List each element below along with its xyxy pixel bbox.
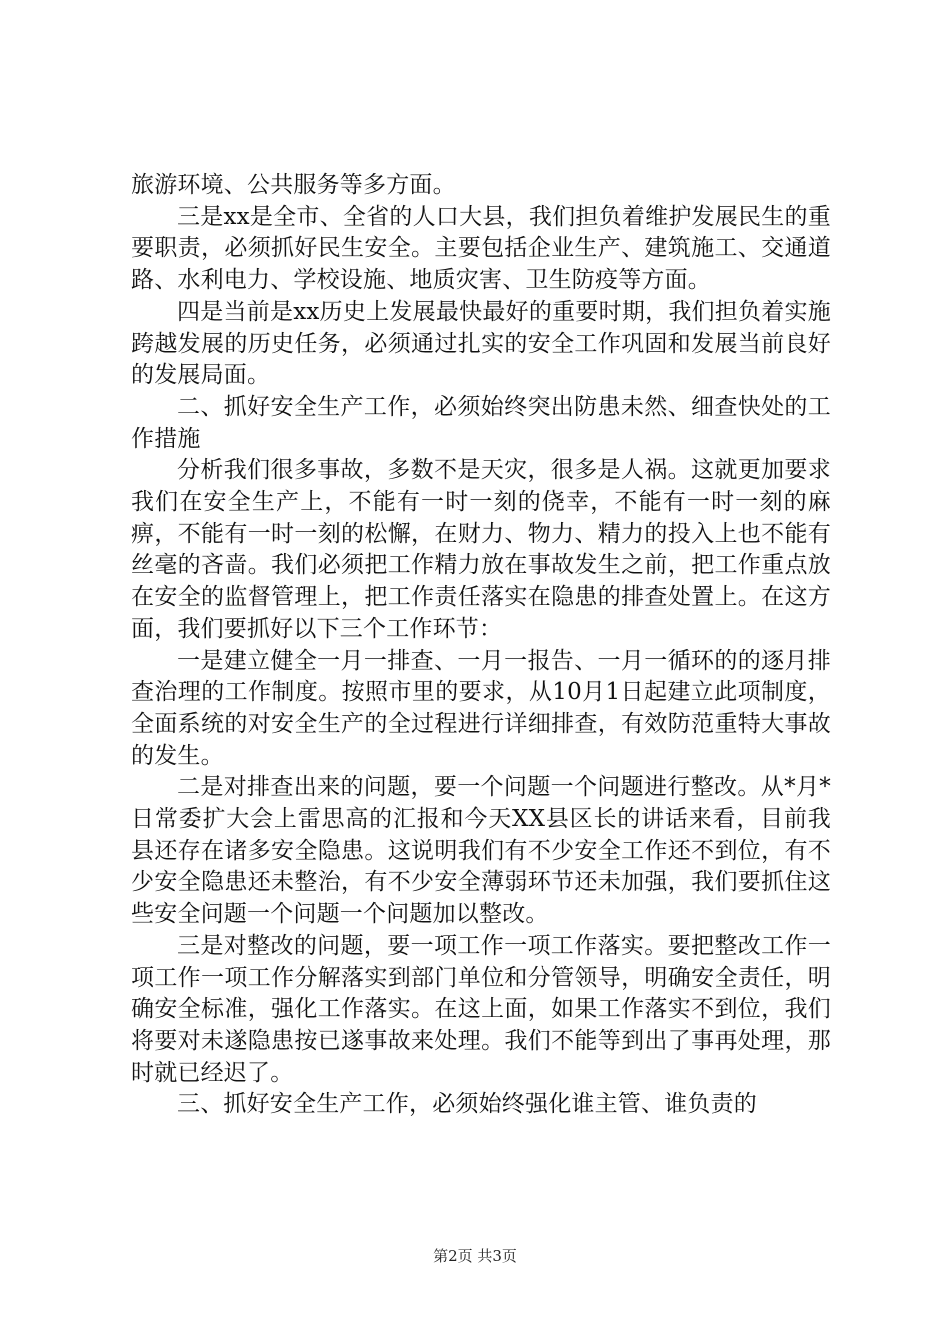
document-body	[131, 170, 831, 1121]
paragraph-5: 分析我们很多事故，多数不是天灾，很多是人祸。这就更加要求我们在安全生产上，不能有一时一刻的侥幸，不能有一时一刻的麻痹，不能有一时一刻的松懈，在财力、物力、精力的投入上也不能有丝毫的吝啬。我们必须把工作精力放在事故发生之前，把工作重点放在安全的监督管理上，把工作责任落实在隐患的排查处置上。在这方面，我们要抓好以下三个工作环节：	[131, 457, 831, 642]
paragraph-1: 旅游环境、公共服务等多方面。	[131, 172, 456, 198]
paragraph-3: 四是当前是xx历史上发展最快最好的重要时期，我们担负着实施跨越发展的历史任务，必须通过扎实的安全工作巩固和发展当前良好的发展局面。	[131, 298, 831, 389]
paragraph-6: 一是建立健全一月一排查、一月一报告、一月一循环的的逐月排查治理的工作制度。按照市里的要求，从10月1日起建立此项制度，全面系统的对安全生产的全过程进行详细排查，有效防范重特大事故的发生。	[131, 647, 831, 769]
paragraph-7: 二是对排查出来的问题，要一个问题一个问题进行整改。从*月*日常委扩大会上雷思高的汇报和今天XX县区长的讲话来看，目前我县还存在诸多安全隐患。这说明我们有不少安全工作还不到位，有不少安全隐患还未整治，有不少安全薄弱环节还未加强，我们要抓住这些安全问题一个问题一个问题加以整改。	[131, 774, 831, 928]
section-heading-3: 三、抓好安全生产工作，必须始终强化谁主管、谁负责的	[177, 1091, 757, 1118]
paragraph-8: 三是对整改的问题，要一项工作一项工作落实。要把整改工作一项工作一项工作分解落实到部门单位和分管领导，明确安全责任，明确安全标准，强化工作落实。在这上面，如果工作落实不到位，我们将要对未遂隐患按已遂事故来处理。我们不能等到出了事再处理，那时就已经迟了。	[131, 932, 831, 1086]
page-number-footer: 第2页 共3页	[433, 1247, 517, 1265]
paragraph-2: 三是xx是全市、全省的人口大县，我们担负着维护发展民生的重要职责，必须抓好民生安全。主要包括企业生产、建筑施工、交通道路、水利电力、学校设施、地质灾害、卫生防疫等方面。	[131, 203, 831, 294]
section-heading-2: 二、抓好安全生产工作，必须始终突出防患未然、细查快处的工作措施	[131, 393, 831, 452]
